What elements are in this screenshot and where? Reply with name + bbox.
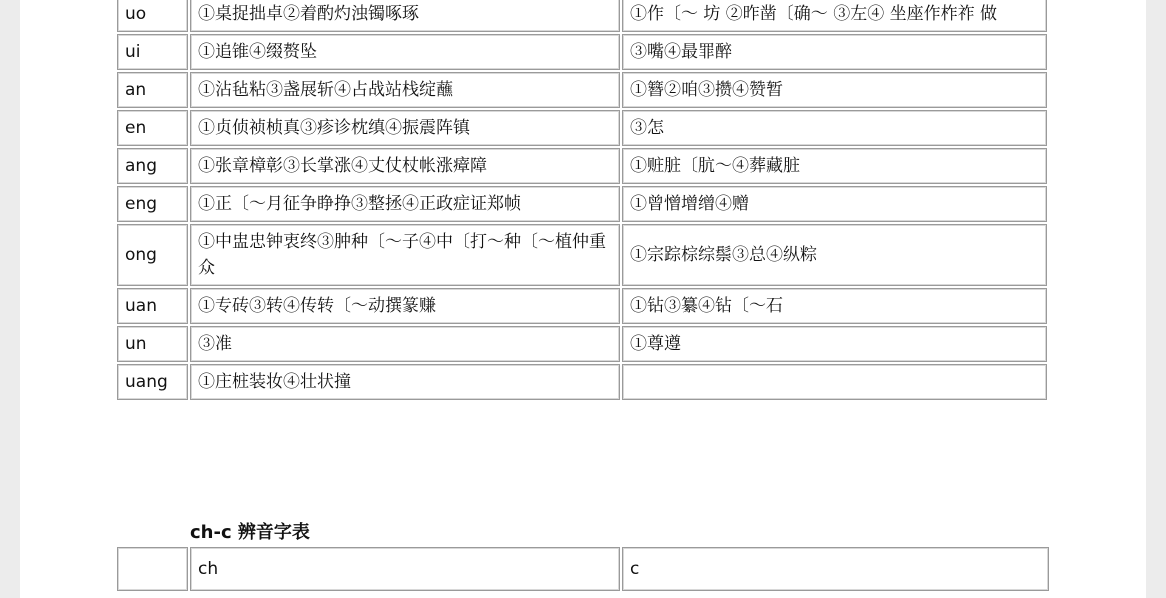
z-characters-cell: ①作〔～ 坊 ②昨凿〔确～ ③左④ 坐座作柞祚 做 [622,0,1047,32]
zh-characters-cell: ①沾毡粘③盏展斩④占战站栈绽蘸 [190,72,620,108]
table-row [117,72,1047,108]
zh-characters-cell: ①贞侦祯桢真③疹诊枕缜④振震阵镇 [190,110,620,146]
z-characters-cell: ①曾憎增缯④赠 [622,186,1047,222]
document-page [20,0,1146,598]
header-cell-ch: ch [190,547,620,591]
z-characters-cell: ①尊遵 [622,326,1047,362]
table-row [117,326,1047,362]
table-row [117,110,1047,146]
ch-c-character-table [115,545,1051,593]
z-characters-cell: ①簪②咱③攒④赞暂 [622,72,1047,108]
final-cell: un [117,326,188,362]
table-header-row [117,547,1049,591]
z-characters-cell: ①赃脏〔肮～④葬藏脏 [622,148,1047,184]
final-cell: uan [117,288,188,324]
z-characters-cell: ①钻③纂④钻〔～石 [622,288,1047,324]
final-cell: an [117,72,188,108]
final-cell: uang [117,364,188,400]
table-row [117,0,1047,32]
final-cell: ang [117,148,188,184]
header-cell-c: c [622,547,1049,591]
zh-characters-cell: ①专砖③转④传转〔～动撰篆赚 [190,288,620,324]
final-cell: en [117,110,188,146]
table-row [117,186,1047,222]
zh-characters-cell: ①追锥④缀赘坠 [190,34,620,70]
header-cell-final [117,547,188,591]
z-characters-cell: ③怎 [622,110,1047,146]
table-row [117,288,1047,324]
z-characters-cell: ①宗踪棕综鬃③总④纵粽 [622,224,1047,286]
final-cell: ong [117,224,188,286]
table-row [117,224,1047,286]
table-row [117,148,1047,184]
z-characters-cell: ③嘴④最罪醉 [622,34,1047,70]
zh-characters-cell: ①庄桩装妆④壮状撞 [190,364,620,400]
zh-characters-cell: ①桌捉拙卓②着酌灼浊镯啄琢 [190,0,620,32]
final-cell: ui [117,34,188,70]
zh-z-character-table [115,0,1049,402]
zh-characters-cell: ③准 [190,326,620,362]
zh-characters-cell: ①张章樟彰③长掌涨④丈仗杖帐涨瘴障 [190,148,620,184]
z-characters-cell [622,364,1047,400]
table-row [117,364,1047,400]
section-heading: ch-c 辨音字表 [190,522,310,543]
final-cell: uo [117,0,188,32]
zh-characters-cell: ①正〔～月征争睁挣③整拯④正政症证郑帧 [190,186,620,222]
final-cell: eng [117,186,188,222]
zh-characters-cell: ①中盅忠钟衷终③肿种〔～子④中〔打～种〔～植仲重众 [190,224,620,286]
table-row [117,34,1047,70]
